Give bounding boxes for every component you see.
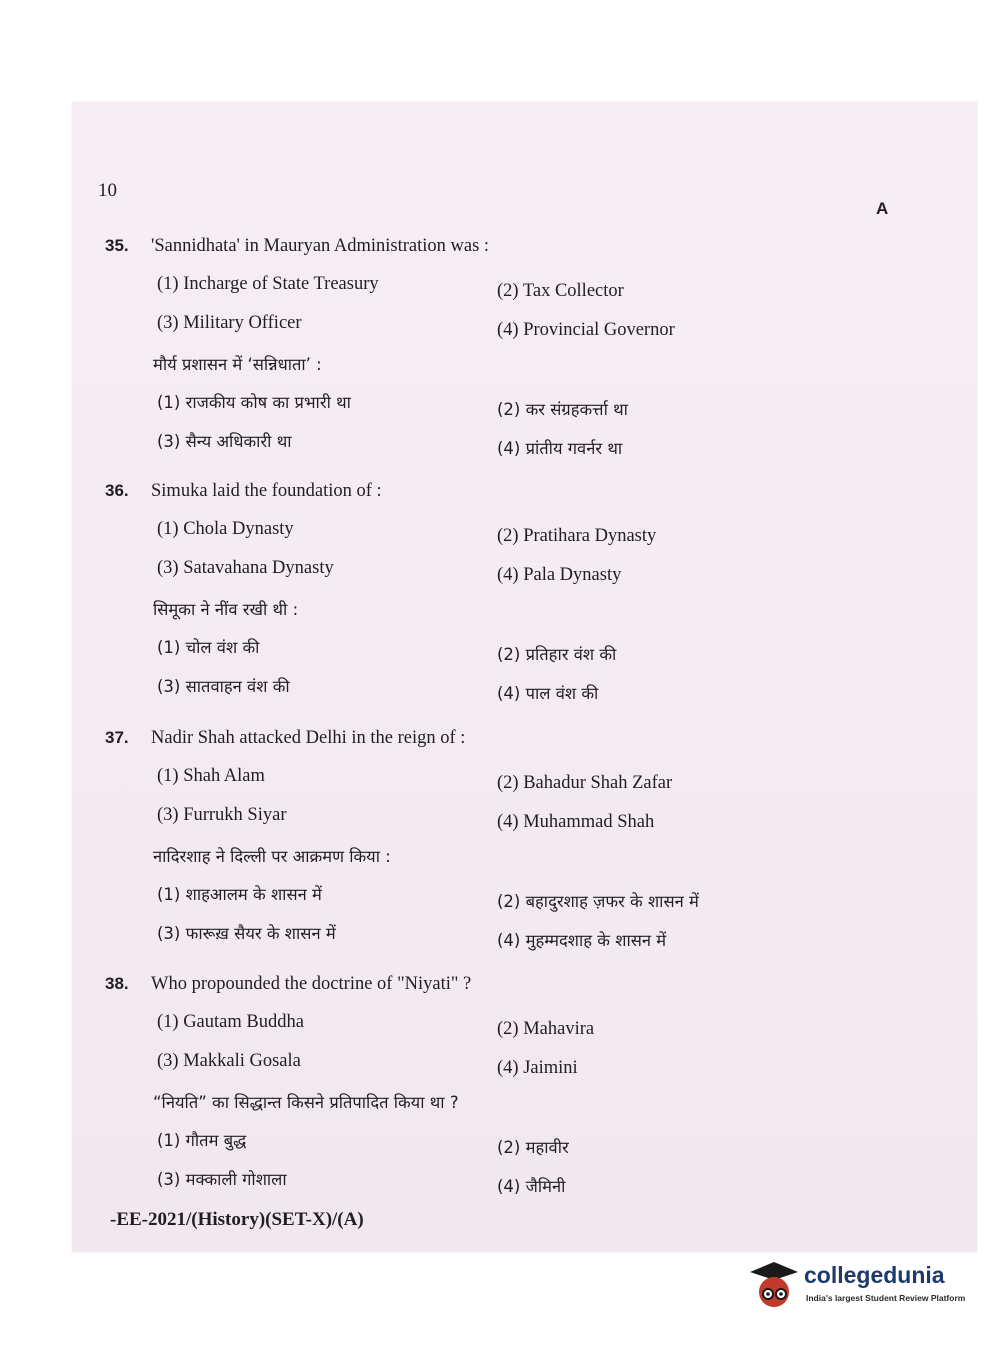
option-3: (3) Satavahana Dynasty — [157, 558, 334, 578]
option-1-hindi: (1) चोल वंश की — [157, 638, 260, 657]
option-2-hindi: (2) महावीर — [497, 1138, 569, 1157]
option-2: (2) Pratihara Dynasty — [497, 526, 657, 546]
option-1: (1) Incharge of State Treasury — [157, 274, 379, 294]
option-2-hindi: (2) प्रतिहार वंश की — [497, 645, 617, 664]
graduate-mascot-icon — [744, 1258, 800, 1314]
question-37 — [105, 728, 825, 960]
question-text-hindi: “नियति” का सिद्धान्त किसने प्रतिपादित किया था ? — [153, 1093, 459, 1112]
option-1: (1) Gautam Buddha — [157, 1012, 304, 1032]
set-mark: A — [876, 199, 889, 218]
question-36 — [105, 481, 825, 713]
question-number: 36. — [105, 481, 129, 500]
question-number: 38. — [105, 974, 129, 993]
brand-tagline: India's largest Student Review Platform — [806, 1293, 966, 1303]
option-3-hindi: (3) मक्काली गोशाला — [157, 1170, 287, 1189]
option-1-hindi: (1) गौतम बुद्ध — [157, 1131, 247, 1150]
option-4-hindi: (4) मुहम्मदशाह के शासन में — [497, 931, 667, 950]
option-4-hindi: (4) जैमिनी — [497, 1177, 566, 1196]
option-2-hindi: (2) बहादुरशाह ज़फर के शासन में — [497, 892, 699, 911]
brand-name: collegedunia — [804, 1262, 945, 1288]
option-3-hindi: (3) सातवाहन वंश की — [157, 677, 290, 696]
question-35 — [105, 236, 825, 468]
option-1-hindi: (1) राजकीय कोष का प्रभारी था — [157, 393, 351, 412]
question-number: 37. — [105, 728, 129, 747]
question-text: 'Sannidhata' in Mauryan Administration was : — [151, 236, 490, 256]
question-text-hindi: नादिरशाह ने दिल्ली पर आक्रमण किया : — [153, 847, 391, 866]
option-4: (4) Pala Dynasty — [497, 565, 622, 585]
option-4-hindi: (4) प्रांतीय गवर्नर था — [497, 439, 623, 458]
page-number: 10 — [98, 180, 117, 201]
option-3: (3) Makkali Gosala — [157, 1051, 301, 1071]
option-3: (3) Furrukh Siyar — [157, 805, 287, 825]
option-3: (3) Military Officer — [157, 313, 302, 333]
option-1-hindi: (1) शाहआलम के शासन में — [157, 885, 322, 904]
option-2-hindi: (2) कर संग्रहकर्त्ता था — [497, 400, 628, 419]
option-3-hindi: (3) फारूख़ सैयर के शासन में — [157, 924, 336, 943]
question-38 — [105, 974, 825, 1206]
option-4: (4) Provincial Governor — [497, 320, 675, 340]
option-4: (4) Muhammad Shah — [497, 812, 655, 832]
collegedunia-watermark — [744, 1258, 974, 1318]
option-2: (2) Tax Collector — [497, 281, 624, 301]
option-4: (4) Jaimini — [497, 1058, 578, 1078]
option-1: (1) Chola Dynasty — [157, 519, 294, 539]
question-number: 35. — [105, 236, 129, 255]
question-text: Simuka laid the foundation of : — [151, 481, 382, 501]
question-text: Nadir Shah attacked Delhi in the reign of : — [151, 728, 466, 748]
question-text-hindi: मौर्य प्रशासन में ‘सन्निधाता’ : — [153, 355, 322, 374]
question-text: Who propounded the doctrine of "Niyati" ? — [151, 974, 472, 994]
question-text-hindi: सिमूका ने नींव रखी थी : — [153, 600, 299, 619]
option-2: (2) Mahavira — [497, 1019, 595, 1039]
option-3-hindi: (3) सैन्य अधिकारी था — [157, 432, 292, 451]
option-4-hindi: (4) पाल वंश की — [497, 684, 599, 703]
paper-code: -EE-2021/(History)(SET-X)/(A) — [110, 1209, 364, 1230]
option-1: (1) Shah Alam — [157, 766, 265, 786]
option-2: (2) Bahadur Shah Zafar — [497, 773, 673, 793]
